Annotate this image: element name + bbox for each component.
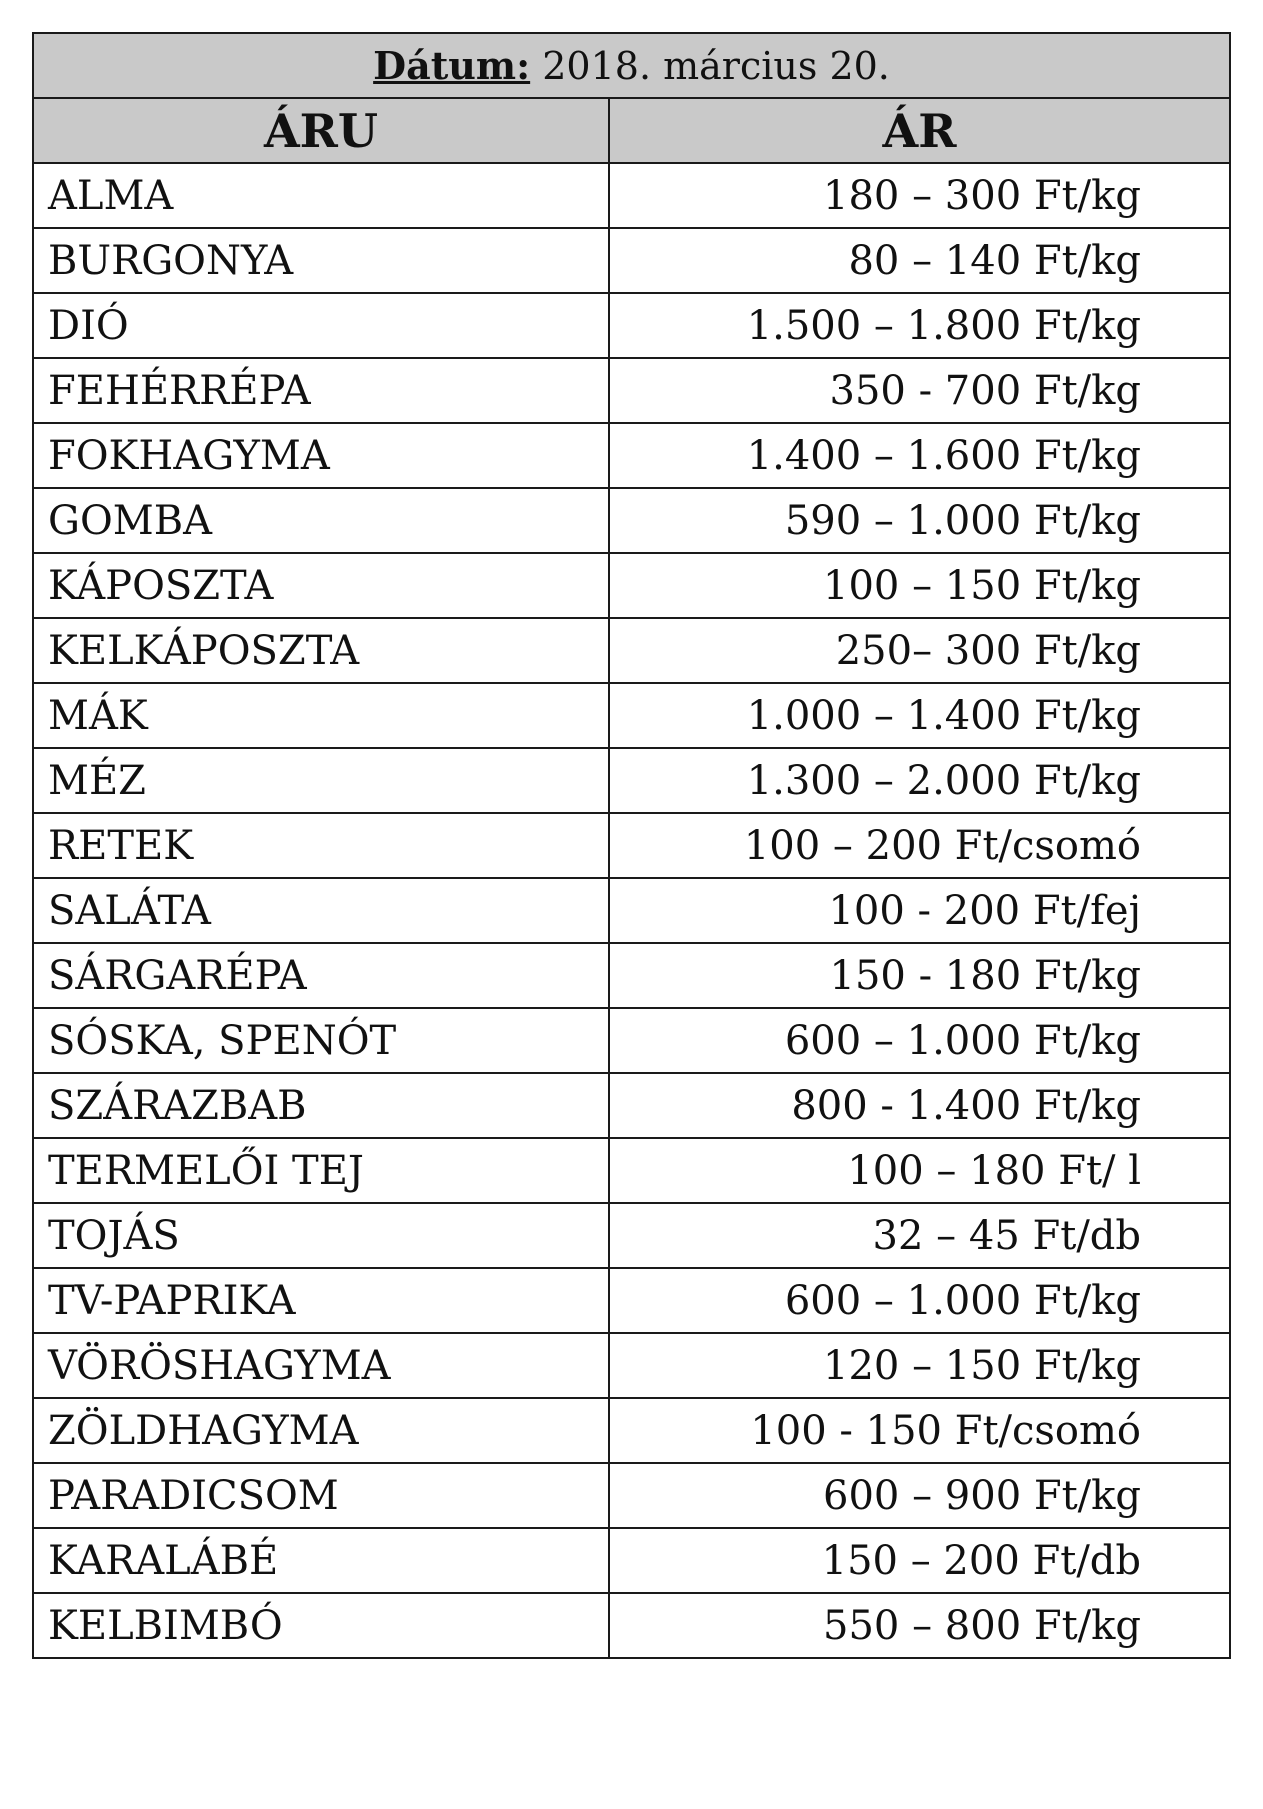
item-name-cell: KARALÁBÉ (33, 1528, 609, 1593)
table-row (33, 423, 1230, 488)
item-name-cell: VÖRÖSHAGYMA (33, 1333, 609, 1398)
price-cell: 100 – 200 Ft/csomó (609, 813, 1230, 878)
item-name-cell: FOKHAGYMA (33, 423, 609, 488)
item-name-cell: SALÁTA (33, 878, 609, 943)
column-header-price: ÁR (609, 98, 1230, 163)
price-cell: 1.000 – 1.400 Ft/kg (609, 683, 1230, 748)
table-row (33, 293, 1230, 358)
table-row (33, 163, 1230, 228)
price-cell: 80 – 140 Ft/kg (609, 228, 1230, 293)
item-name-cell: GOMBA (33, 488, 609, 553)
item-name-cell: FEHÉRRÉPA (33, 358, 609, 423)
date-cell (33, 33, 1230, 98)
price-cell: 600 – 1.000 Ft/kg (609, 1008, 1230, 1073)
date-label: Dátum: (373, 43, 531, 88)
price-cell: 150 - 180 Ft/kg (609, 943, 1230, 1008)
price-cell: 100 – 180 Ft/ l (609, 1138, 1230, 1203)
table-row (33, 358, 1230, 423)
table-row (33, 1268, 1230, 1333)
column-header-item: ÁRU (33, 98, 609, 163)
price-cell: 100 – 150 Ft/kg (609, 553, 1230, 618)
price-cell: 100 - 150 Ft/csomó (609, 1398, 1230, 1463)
price-cell: 800 - 1.400 Ft/kg (609, 1073, 1230, 1138)
table-row (33, 1463, 1230, 1528)
table-row (33, 1138, 1230, 1203)
item-name-cell: BURGONYA (33, 228, 609, 293)
date-row (33, 33, 1230, 98)
price-cell: 180 – 300 Ft/kg (609, 163, 1230, 228)
item-name-cell: ZÖLDHAGYMA (33, 1398, 609, 1463)
item-name-cell: TERMELŐI TEJ (33, 1138, 609, 1203)
price-cell: 100 - 200 Ft/fej (609, 878, 1230, 943)
item-name-cell: KÁPOSZTA (33, 553, 609, 618)
price-cell: 150 – 200 Ft/db (609, 1528, 1230, 1593)
price-cell: 550 – 800 Ft/kg (609, 1593, 1230, 1658)
table-row (33, 683, 1230, 748)
item-name-cell: SZÁRAZBAB (33, 1073, 609, 1138)
item-name-cell: SÓSKA, SPENÓT (33, 1008, 609, 1073)
price-cell: 600 – 900 Ft/kg (609, 1463, 1230, 1528)
price-cell: 1.400 – 1.600 Ft/kg (609, 423, 1230, 488)
table-row (33, 618, 1230, 683)
table-row (33, 943, 1230, 1008)
table-body (33, 33, 1230, 1658)
item-name-cell: PARADICSOM (33, 1463, 609, 1528)
item-name-cell: RETEK (33, 813, 609, 878)
table-row (33, 748, 1230, 813)
table-row (33, 813, 1230, 878)
table-row (33, 1073, 1230, 1138)
date-value: 2018. március 20. (542, 44, 890, 88)
column-header-row (33, 98, 1230, 163)
price-cell: 590 – 1.000 Ft/kg (609, 488, 1230, 553)
item-name-cell: SÁRGARÉPA (33, 943, 609, 1008)
table-row (33, 1203, 1230, 1268)
table-row (33, 878, 1230, 943)
item-name-cell: DIÓ (33, 293, 609, 358)
table-row (33, 228, 1230, 293)
item-name-cell: TV-PAPRIKA (33, 1268, 609, 1333)
item-name-cell: KELBIMBÓ (33, 1593, 609, 1658)
price-cell: 32 – 45 Ft/db (609, 1203, 1230, 1268)
item-name-cell: KELKÁPOSZTA (33, 618, 609, 683)
item-name-cell: TOJÁS (33, 1203, 609, 1268)
price-cell: 1.300 – 2.000 Ft/kg (609, 748, 1230, 813)
table-row (33, 488, 1230, 553)
price-cell: 1.500 – 1.800 Ft/kg (609, 293, 1230, 358)
item-name-cell: MÁK (33, 683, 609, 748)
item-name-cell: MÉZ (33, 748, 609, 813)
price-table (32, 32, 1231, 1659)
price-cell: 250– 300 Ft/kg (609, 618, 1230, 683)
table-row (33, 1593, 1230, 1658)
table-row (33, 1528, 1230, 1593)
price-cell: 600 – 1.000 Ft/kg (609, 1268, 1230, 1333)
item-name-cell: ALMA (33, 163, 609, 228)
price-cell: 120 – 150 Ft/kg (609, 1333, 1230, 1398)
table-row (33, 1008, 1230, 1073)
table-row (33, 1398, 1230, 1463)
price-cell: 350 - 700 Ft/kg (609, 358, 1230, 423)
table-row (33, 1333, 1230, 1398)
table-row (33, 553, 1230, 618)
